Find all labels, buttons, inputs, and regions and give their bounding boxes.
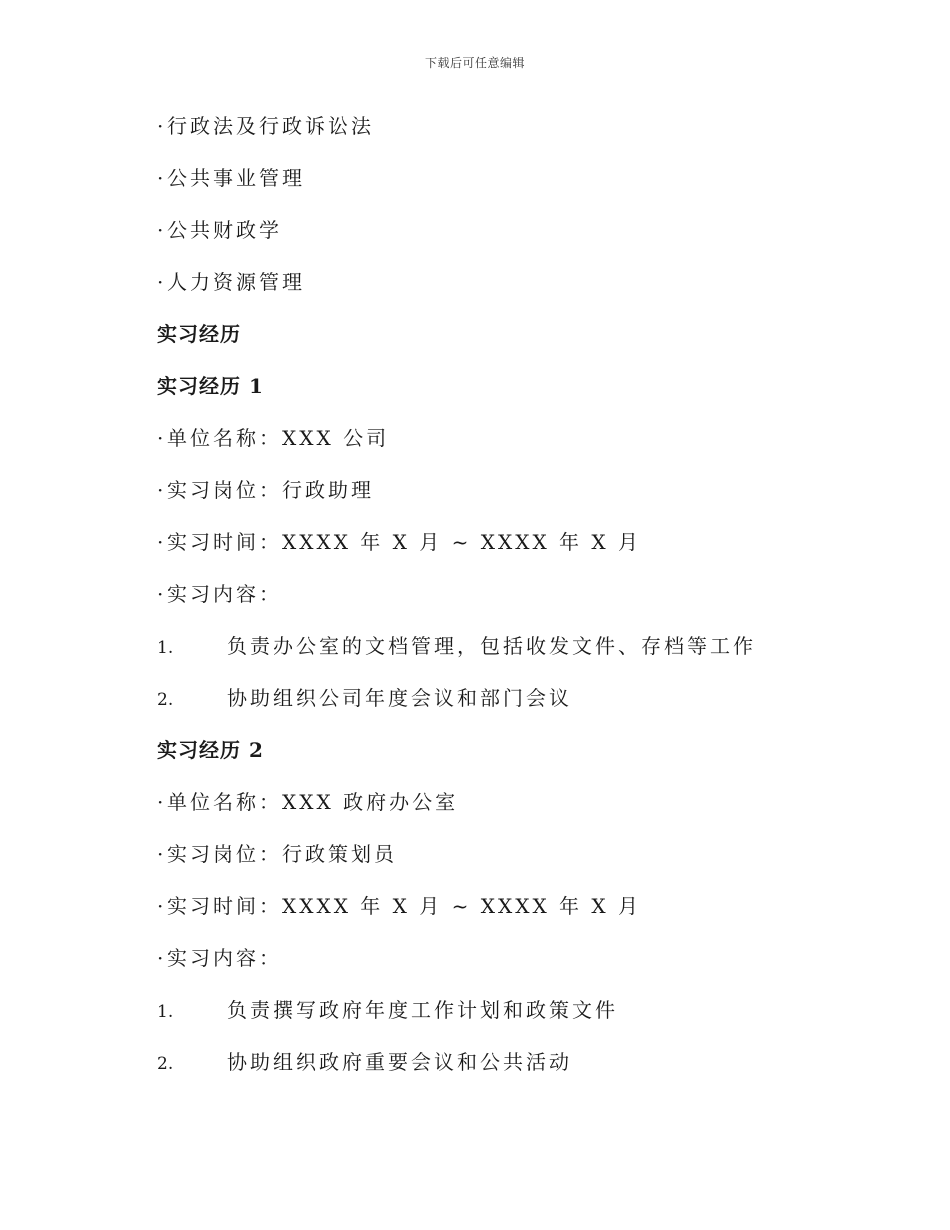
internship-time <box>157 888 837 940</box>
course-item <box>157 160 837 212</box>
bullet: · <box>157 426 164 450</box>
position-text: 实习岗位：行政助理 <box>167 478 374 502</box>
numbered-item <box>157 628 837 680</box>
bullet: · <box>157 530 164 554</box>
internship-position <box>157 836 837 888</box>
course-item <box>157 108 837 160</box>
bullet: · <box>157 790 164 814</box>
bullet: · <box>157 946 164 970</box>
course-label: 人力资源管理 <box>167 270 305 294</box>
course-label: 公共财政学 <box>167 218 282 242</box>
internship-content-label <box>157 940 837 992</box>
internship-title: 实习经历 1 <box>157 374 264 398</box>
course-label: 公共事业管理 <box>167 166 305 190</box>
course-label: 行政法及行政诉讼法 <box>167 114 374 138</box>
numbered-item <box>157 1044 837 1096</box>
item-text: 协助组织政府重要会议和公共活动 <box>227 1050 572 1074</box>
time-text: 实习时间：XXXX 年 X 月 ~ XXXX 年 X 月 <box>167 530 641 554</box>
item-number: 1. <box>157 638 174 658</box>
bullet: · <box>157 582 164 606</box>
internship-position <box>157 472 837 524</box>
bullet: · <box>157 478 164 502</box>
item-number: 1. <box>157 1002 174 1022</box>
position-text: 实习岗位：行政策划员 <box>167 842 397 866</box>
internship-unit <box>157 420 837 472</box>
internship-unit <box>157 784 837 836</box>
bullet: · <box>157 894 164 918</box>
bullet: · <box>157 166 164 190</box>
internship-title: 实习经历 2 <box>157 738 264 762</box>
item-text: 协助组织公司年度会议和部门会议 <box>227 686 572 710</box>
unit-text: 单位名称：XXX 公司 <box>167 426 390 450</box>
document-body <box>157 108 837 1096</box>
time-text: 实习时间：XXXX 年 X 月 ~ XXXX 年 X 月 <box>167 894 641 918</box>
numbered-item <box>157 992 837 1044</box>
item-text: 负责办公室的文档管理，包括收发文件、存档等工作 <box>227 634 756 658</box>
internship-time <box>157 524 837 576</box>
item-number: 2. <box>157 1054 174 1074</box>
course-item <box>157 212 837 264</box>
unit-text: 单位名称：XXX 政府办公室 <box>167 790 459 814</box>
content-label-text: 实习内容： <box>167 582 282 606</box>
course-item <box>157 264 837 316</box>
internship-content-label <box>157 576 837 628</box>
bullet: · <box>157 270 164 294</box>
page-header: 下载后可任意编辑 <box>424 56 525 70</box>
item-number: 2. <box>157 690 174 710</box>
item-text: 负责撰写政府年度工作计划和政策文件 <box>227 998 618 1022</box>
bullet: · <box>157 114 164 138</box>
numbered-item <box>157 680 837 732</box>
content-label-text: 实习内容： <box>167 946 282 970</box>
bullet: · <box>157 842 164 866</box>
bullet: · <box>157 218 164 242</box>
section-title: 实习经历 <box>157 322 241 346</box>
